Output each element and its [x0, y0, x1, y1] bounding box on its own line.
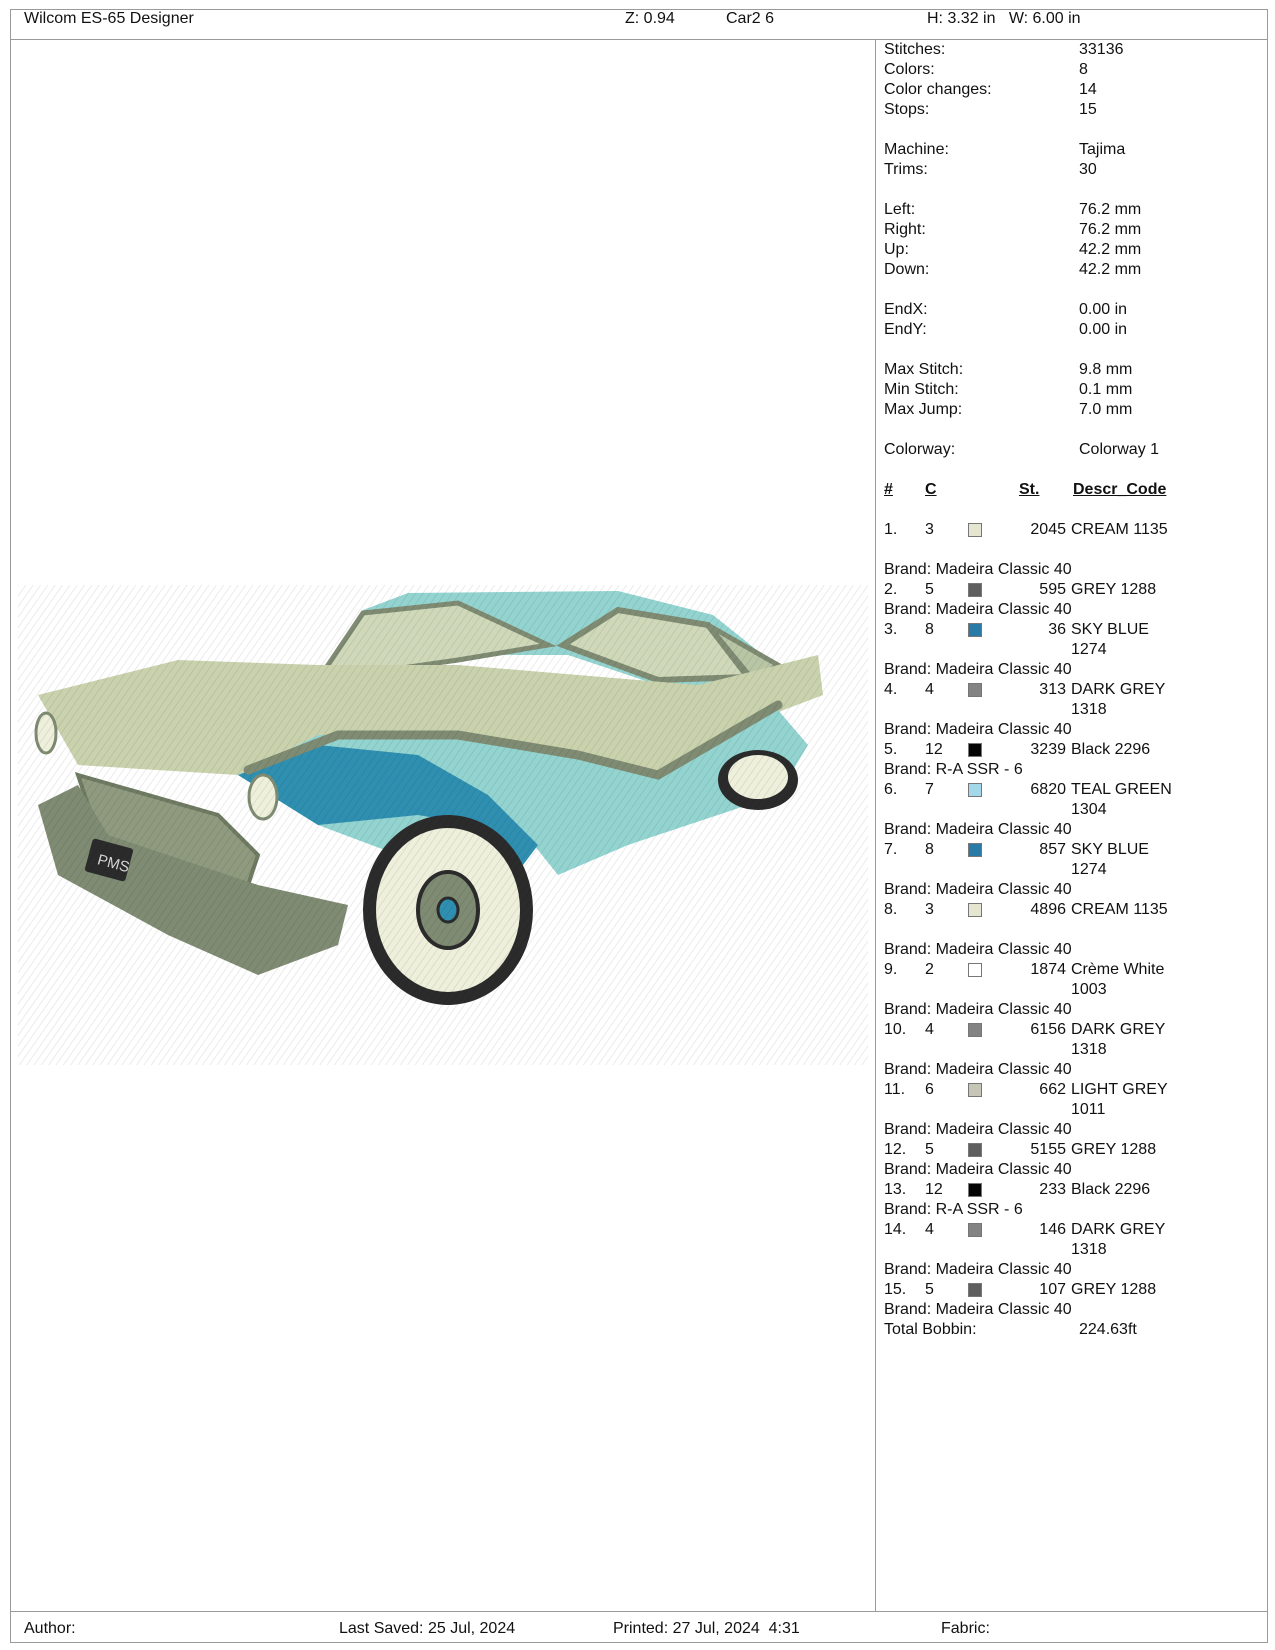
col-header-num: # — [884, 481, 893, 498]
color-row-description: GREY 1288 — [1071, 1141, 1157, 1158]
color-row-code: 1318 — [1071, 1041, 1107, 1058]
color-row-number: 11. — [884, 1081, 906, 1098]
color-row-number: 9. — [884, 961, 898, 978]
stat-up: Up: 42.2 mm — [884, 241, 1142, 258]
color-row-brand: Brand: Madeira Classic 40 — [884, 1161, 1072, 1178]
stitch-texture — [18, 585, 868, 1065]
color-row-code-c: 8 — [925, 621, 934, 638]
stat-right: Right: 76.2 mm — [884, 221, 1142, 238]
color-row-stitches: 6820 — [1030, 781, 1066, 798]
footer-author: Author: — [24, 1620, 76, 1637]
color-row-description: GREY 1288 — [1071, 581, 1157, 598]
color-swatch — [968, 523, 982, 537]
color-row-stitches: 595 — [1039, 581, 1066, 598]
footer-printed: Printed: 27 Jul, 2024 4:31 — [613, 1620, 800, 1637]
color-swatch — [968, 743, 982, 757]
stat-colorway: Colorway: Colorway 1 — [884, 441, 1160, 458]
stat-endx: EndX: 0.00 in — [884, 301, 1128, 318]
color-row-description: CREAM 1135 — [1071, 901, 1168, 918]
color-swatch — [968, 1143, 982, 1157]
color-swatch — [968, 683, 982, 697]
stat-endy: EndY: 0.00 in — [884, 321, 1128, 338]
design-preview — [18, 585, 868, 1065]
color-swatch — [968, 903, 982, 917]
color-swatch — [968, 583, 982, 597]
color-row-description: CREAM 1135 — [1071, 521, 1168, 538]
color-row-stitches: 6156 — [1030, 1021, 1066, 1038]
color-row-code-c: 3 — [925, 521, 934, 538]
stat-stops: Stops: 15 — [884, 101, 1097, 118]
color-row-brand: Brand: Madeira Classic 40 — [884, 941, 1072, 958]
color-row-code-c: 7 — [925, 781, 934, 798]
color-row-brand: Brand: R-A SSR - 6 — [884, 1201, 1023, 1218]
stat-colors: Colors: 8 — [884, 61, 1088, 78]
color-swatch — [968, 623, 982, 637]
color-row-description: DARK GREY — [1071, 1021, 1166, 1038]
design-name: Car2 6 — [726, 10, 775, 27]
color-row — [876, 520, 1256, 540]
col-header-descr: Descr_Code — [1073, 481, 1167, 498]
color-table-header — [876, 480, 1256, 500]
color-row-code: 1011 — [1071, 1101, 1106, 1118]
color-row — [876, 780, 1256, 820]
design-info-panel — [876, 40, 1256, 1340]
color-row-number: 10. — [884, 1021, 907, 1038]
color-row — [876, 1180, 1256, 1200]
color-row-code: 1274 — [1071, 861, 1107, 878]
color-row-code-c: 6 — [925, 1081, 934, 1098]
color-row-stitches: 662 — [1039, 1081, 1066, 1098]
color-table — [876, 520, 1256, 1320]
color-swatch — [968, 783, 982, 797]
color-row-code: 1318 — [1071, 701, 1107, 718]
color-row-number: 13. — [884, 1181, 907, 1198]
color-row-number: 12. — [884, 1141, 907, 1158]
color-row-stitches: 146 — [1039, 1221, 1066, 1238]
color-row — [876, 1220, 1256, 1260]
color-row-stitches: 5155 — [1030, 1141, 1066, 1158]
stat-max-stitch: Max Stitch: 9.8 mm — [884, 361, 1133, 378]
color-swatch — [968, 1223, 982, 1237]
stat-color-changes: Color changes: 14 — [884, 81, 1097, 98]
color-row-stitches: 1874 — [1030, 961, 1066, 978]
color-row-number: 4. — [884, 681, 898, 698]
color-row-code-c: 5 — [925, 1281, 934, 1298]
color-row-description: Black 2296 — [1071, 741, 1151, 758]
color-row-code-c: 12 — [925, 741, 943, 758]
color-row-code-c: 4 — [925, 1021, 934, 1038]
color-row-code-c: 8 — [925, 841, 934, 858]
app-title: Wilcom ES-65 Designer — [24, 10, 194, 27]
color-row — [876, 1020, 1256, 1060]
color-row-stitches: 313 — [1039, 681, 1066, 698]
color-row-description: GREY 1288 — [1071, 1281, 1157, 1298]
color-row-code-c: 5 — [925, 581, 934, 598]
footer-divider — [10, 1611, 1268, 1612]
color-swatch — [968, 1283, 982, 1297]
color-row-description: DARK GREY — [1071, 1221, 1166, 1238]
color-row-brand: Brand: Madeira Classic 40 — [884, 1001, 1072, 1018]
color-row-number: 5. — [884, 741, 898, 758]
color-row-description: TEAL GREEN — [1071, 781, 1172, 798]
color-row-code-c: 3 — [925, 901, 934, 918]
color-row-brand: Brand: Madeira Classic 40 — [884, 1261, 1072, 1278]
color-row — [876, 840, 1256, 880]
color-row-brand: Brand: Madeira Classic 40 — [884, 1301, 1072, 1318]
color-row-stitches: 2045 — [1030, 521, 1066, 538]
stat-min-stitch: Min Stitch: 0.1 mm — [884, 381, 1133, 398]
color-row-description: Black 2296 — [1071, 1181, 1151, 1198]
color-row-number: 6. — [884, 781, 898, 798]
color-row-stitches: 3239 — [1030, 741, 1066, 758]
color-row-code: 1304 — [1071, 801, 1107, 818]
color-row-brand: Brand: Madeira Classic 40 — [884, 1121, 1072, 1138]
color-row-stitches: 4896 — [1030, 901, 1066, 918]
color-row — [876, 740, 1256, 760]
color-row-stitches: 233 — [1039, 1181, 1066, 1198]
color-row-number: 3. — [884, 621, 898, 638]
color-row — [876, 1080, 1256, 1120]
color-row-stitches: 857 — [1039, 841, 1066, 858]
color-row-brand: Brand: Madeira Classic 40 — [884, 881, 1072, 898]
zoom-readout: Z: 0.94 — [625, 10, 675, 27]
color-swatch — [968, 1023, 982, 1037]
design-dimensions: H: 3.32 in W: 6.00 in — [927, 10, 1081, 27]
color-row-brand: Brand: Madeira Classic 40 — [884, 601, 1072, 618]
color-row — [876, 580, 1256, 600]
stat-machine: Machine: Tajima — [884, 141, 1126, 158]
stat-total-bobbin: Total Bobbin: 224.63ft — [884, 1321, 1137, 1338]
col-header-st: St. — [1019, 481, 1040, 498]
color-row-number: 2. — [884, 581, 898, 598]
color-row-description: SKY BLUE — [1071, 841, 1149, 858]
stat-max-jump: Max Jump: 7.0 mm — [884, 401, 1133, 418]
color-row-description: SKY BLUE — [1071, 621, 1149, 638]
color-row-stitches: 107 — [1039, 1281, 1066, 1298]
color-row-brand: Brand: R-A SSR - 6 — [884, 761, 1023, 778]
color-row-code-c: 5 — [925, 1141, 934, 1158]
color-row — [876, 900, 1256, 920]
stat-stitches: Stitches: 33136 — [884, 41, 1124, 58]
color-row — [876, 680, 1256, 720]
stat-trims: Trims: 30 — [884, 161, 1097, 178]
color-row-number: 7. — [884, 841, 898, 858]
footer-fabric: Fabric: — [941, 1620, 990, 1637]
color-row-description: LIGHT GREY — [1071, 1081, 1168, 1098]
color-row-code: 1274 — [1071, 641, 1107, 658]
color-row-code-c: 2 — [925, 961, 934, 978]
color-row-description: Crème White — [1071, 961, 1165, 978]
color-row-number: 15. — [884, 1281, 907, 1298]
color-swatch — [968, 1183, 982, 1197]
color-row-code: 1003 — [1071, 981, 1107, 998]
color-swatch — [968, 963, 982, 977]
color-row-code-c: 4 — [925, 1221, 934, 1238]
color-row-brand: Brand: Madeira Classic 40 — [884, 561, 1072, 578]
color-row — [876, 1140, 1256, 1160]
color-row-stitches: 36 — [1048, 621, 1066, 638]
color-row-code: 1318 — [1071, 1241, 1107, 1258]
color-row-number: 14. — [884, 1221, 907, 1238]
footer-last-saved: Last Saved: 25 Jul, 2024 — [339, 1620, 516, 1637]
stat-left: Left: 76.2 mm — [884, 201, 1142, 218]
color-row-code-c: 4 — [925, 681, 934, 698]
color-row — [876, 960, 1256, 1000]
color-row — [876, 620, 1256, 660]
color-row-brand: Brand: Madeira Classic 40 — [884, 721, 1072, 738]
color-swatch — [968, 1083, 982, 1097]
color-row-number: 8. — [884, 901, 898, 918]
color-row-code-c: 12 — [925, 1181, 943, 1198]
stat-down: Down: 42.2 mm — [884, 261, 1142, 278]
col-header-c: C — [925, 481, 937, 498]
color-row-number: 1. — [884, 521, 898, 538]
color-row-description: DARK GREY — [1071, 681, 1166, 698]
color-row-brand: Brand: Madeira Classic 40 — [884, 821, 1072, 838]
color-row — [876, 1280, 1256, 1300]
color-row-brand: Brand: Madeira Classic 40 — [884, 1061, 1072, 1078]
color-swatch — [968, 843, 982, 857]
color-row-brand: Brand: Madeira Classic 40 — [884, 661, 1072, 678]
